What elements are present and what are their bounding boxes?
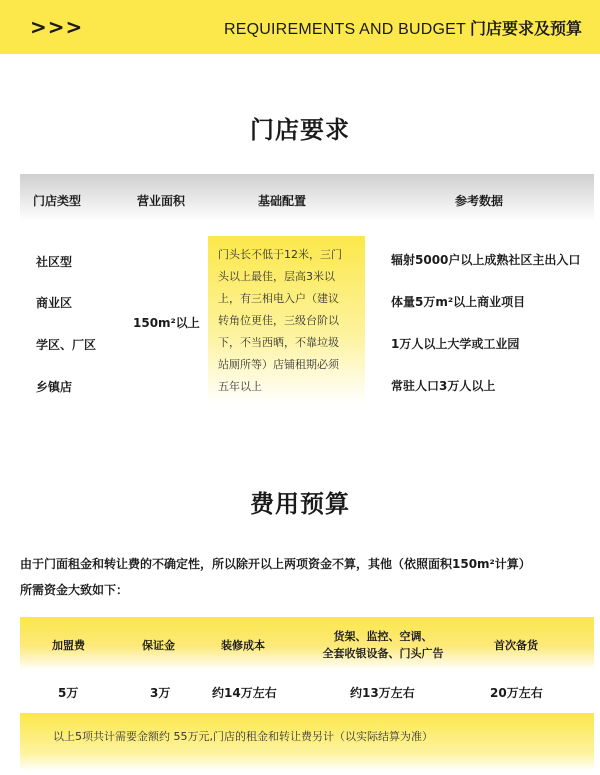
store-type-school: 学区、厂区 [36, 338, 97, 352]
banner-title-cn: 门店要求及预算 [469, 18, 582, 38]
value-equipment: 约13万左右 [350, 686, 415, 700]
col-config: 基础配置 [258, 194, 307, 208]
store-type-community: 社区型 [36, 255, 73, 269]
config-line: 上，有三相电入户（建议 [218, 292, 339, 305]
col-equipment-line1: 货架、监控、空调、 [333, 630, 433, 643]
col-initial-stock: 首次备货 [494, 639, 538, 652]
budget-table-header [20, 617, 594, 670]
config-line: 门头长不低于12米，三门 [218, 248, 342, 261]
reference-business: 体量5万m²以上商业项目 [391, 295, 526, 309]
config-line: 转角位更佳，三级台阶以 [218, 314, 339, 327]
value-deposit: 3万 [150, 686, 171, 700]
area-value: 150m²以上 [133, 316, 200, 330]
banner-title-en: REQUIREMENTS AND BUDGET [224, 20, 466, 38]
config-line: 五年以上 [218, 380, 262, 393]
requirements-table-header [20, 174, 594, 222]
reference-school: 1万人以上大学或工业园 [391, 337, 520, 351]
budget-title: 费用预算 [250, 490, 350, 518]
config-line: 站厕所等）店铺租期必须 [218, 358, 339, 371]
config-line: 下，不当西晒，不靠垃圾 [218, 336, 339, 349]
col-area: 营业面积 [137, 194, 186, 208]
budget-intro [20, 551, 600, 603]
col-renovation: 装修成本 [221, 639, 265, 652]
arrows-icon: >>> [30, 15, 84, 39]
value-renovation: 约14万左右 [212, 686, 277, 700]
col-franchise-fee: 加盟费 [52, 639, 85, 652]
store-type-town: 乡镇店 [36, 380, 73, 394]
reference-town: 常驻人口3万人以上 [391, 379, 496, 393]
budget-intro-line1: 由于门面租金和转让费的不确定性，所以除开以上两项资金不算，其他（依照面积150m²计算） [20, 557, 531, 571]
banner-title [224, 16, 582, 39]
col-reference: 参考数据 [455, 194, 504, 208]
config-text [218, 244, 358, 398]
budget-intro-line2: 所需资金大致如下： [20, 583, 129, 597]
value-franchise-fee: 5万 [58, 686, 79, 700]
value-initial-stock: 20万左右 [490, 686, 543, 700]
store-type-business: 商业区 [36, 296, 73, 310]
col-equipment-line2: 全套收银设备、门头广告 [322, 647, 444, 660]
total-note: 以上5项共计需要金额约 55万元,门店的租金和转让费另计（以实际结算为准） [53, 730, 433, 743]
col-deposit: 保证金 [142, 639, 175, 652]
col-store-type: 门店类型 [33, 194, 82, 208]
top-banner [0, 0, 600, 54]
requirements-title: 门店要求 [250, 116, 350, 144]
config-line: 头以上最佳，层高3米以 [218, 270, 335, 283]
reference-community: 辐射5000户以上成熟社区主出入口 [391, 253, 581, 267]
